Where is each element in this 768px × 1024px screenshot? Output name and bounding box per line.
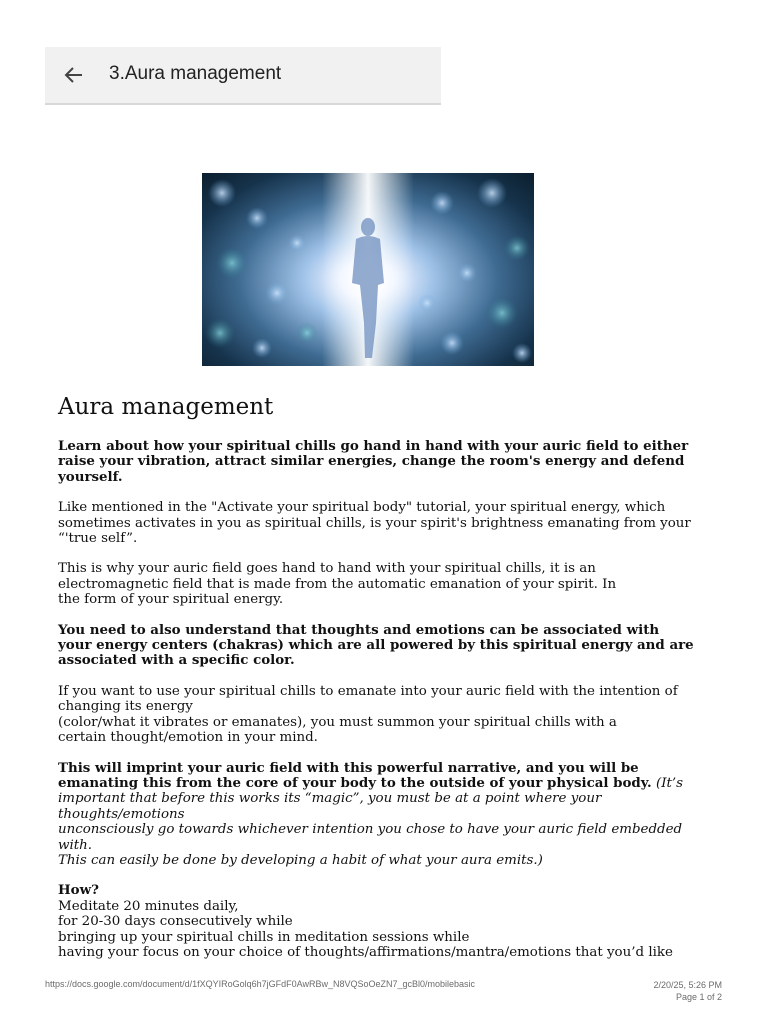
paragraph-auric-field: This is why your auric field goes hand to hand with your spiritual chills, it is an electromagnetic field that is made from the automatic emanation of your spirit. In the form of your spiritual energy. (58, 561, 617, 608)
imprint-italic-note: important that before this works its “magic”, you must be at a point where your thoughts/emotions unconsciously go towards whichever intention you chose to have your auric field embedded with. This can easily be done by developing a habit of what your aura emits.) (58, 791, 683, 868)
doc-title: 3.Aura management (109, 63, 282, 84)
doc-header-bar (45, 47, 441, 105)
article-heading: Aura management (58, 394, 274, 420)
arrow-left-icon[interactable] (63, 64, 85, 86)
paragraph-imprint (58, 761, 708, 869)
intro-paragraph: Learn about how your spiritual chills go hand in hand with your auric field to either raise your vibration, attract similar energies, change the room's energy and defend yourself. (58, 438, 689, 485)
imprint-italic-lead: (It’s (651, 775, 683, 791)
paragraph-chakras: You need to also understand that thoughts and emotions can be associated with your energy centers (chakras) which are all powered by this spiritual energy and are associated with a specific color. (58, 621, 694, 669)
footer-url: https://docs.google.com/document/d/1fXQYIRoGolq6h7jGFdF0AwRBw_N8VQSoOeZN7_gcBl0/mobilebasic (45, 979, 476, 989)
footer-page-number: Page 1 of 2 (675, 992, 722, 1002)
paragraph-spiritual-energy: Like mentioned in the "Activate your spiritual body" tutorial, your spiritual energy, which sometimes activates in you as spiritual chills, is your spirit's brightness emanating from your “'true self”. (58, 500, 691, 547)
footer-meta (653, 979, 722, 1003)
glowing-figure-image (202, 173, 534, 366)
imprint-bold-text: This will imprint your auric field with this powerful narrative, and you will be emanating this from the core of your body to the outside of your physical body. (58, 759, 652, 791)
document-body (58, 394, 708, 960)
paragraph-intention: If you want to use your spiritual chills to emanate into your auric field with the intention of changing its energy (color/what it vibrates or emanates), you must summon your spiritual chills with a certain thought/emotion in your mind. (58, 683, 678, 746)
how-label: How? (58, 882, 99, 899)
footer-datetime: 2/20/25, 5:26 PM (653, 980, 722, 990)
how-steps: Meditate 20 minutes daily, for 20-30 days consecutively while bringing up your spiritual chills in meditation sessions while having your focus on your choice of thoughts/affirmations/mantra/emotions that you’d like (58, 898, 673, 960)
